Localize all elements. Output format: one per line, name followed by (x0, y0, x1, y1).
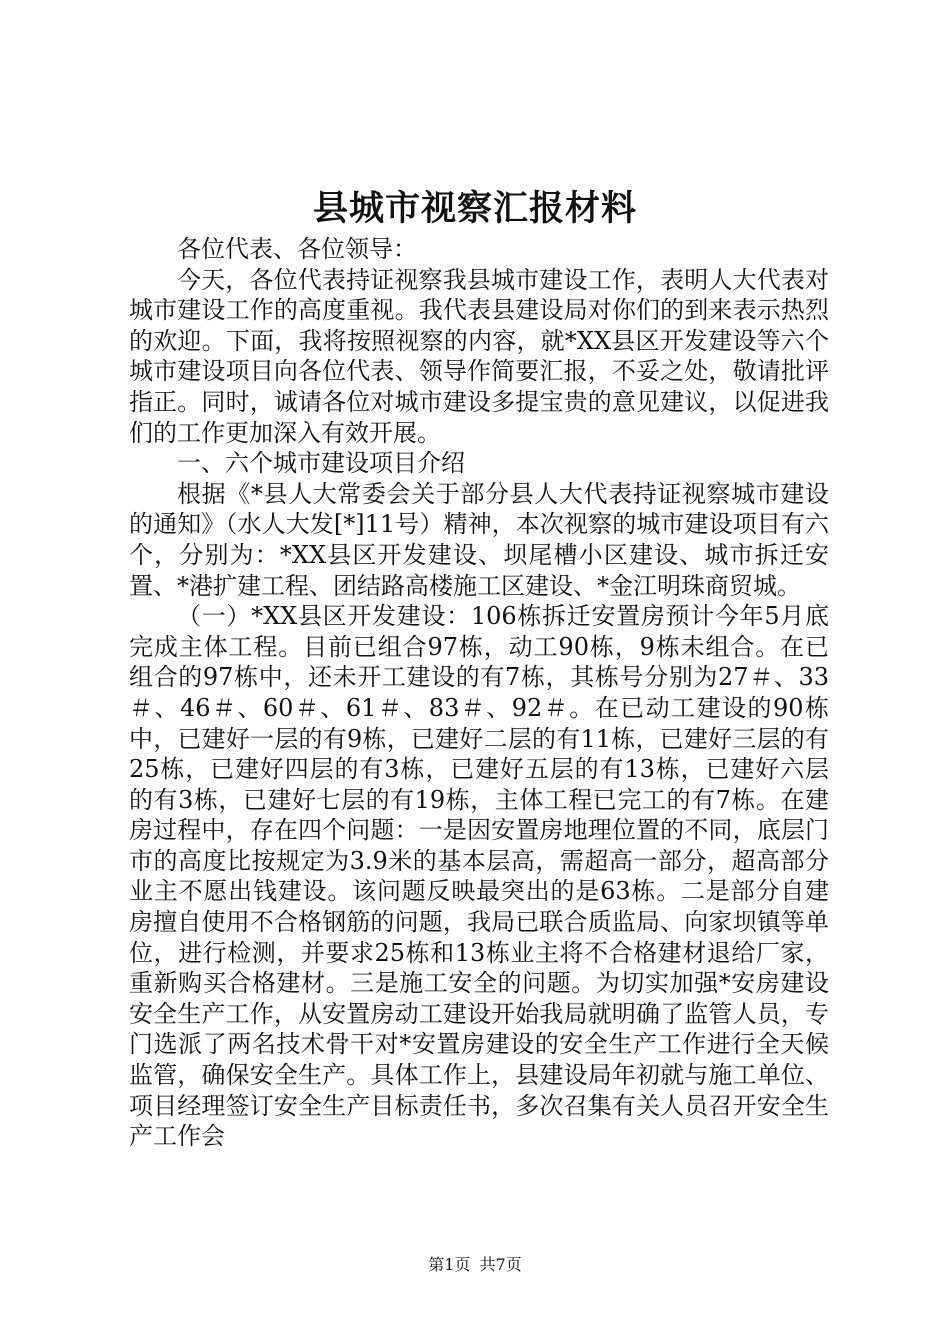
document-title: 县城市视察汇报材料 (312, 188, 637, 229)
page-footer: 第1页 共7页 (428, 1255, 522, 1274)
salutation-paragraph: 各位代表、各位领导： (177, 235, 417, 263)
document-body (129, 234, 829, 1152)
section-heading: 一、六个城市建设项目介绍 (177, 449, 465, 478)
intro-paragraph: 今天，各位代表持证视察我县城市建设工作，表明人大代表对城市建设工作的高度重视。我代表县建设局对你们的到来表示热烈的欢迎。下面，我将按照视察的内容，就*XX县区开发建设等六个城市建设项目向各位代表、领导作简要汇报，不妥之处，敬请批评指正。同时，诚请各位对城市建设多提宝贵的意见建议，以促进我们的工作更加深入有效开展。 (129, 265, 829, 447)
projects-overview-paragraph: 根据《*县人大常委会关于部分县人大代表持证视察城市建设的通知》（水人大发[*]11号）精神，本次视察的城市建设项目有六个，分别为：*XX县区开发建设、坝尾槽小区建设、城市拆迁安置、*港扩建工程、团结路高楼施工区建设、*金江明珠商贸城。 (129, 479, 829, 600)
project-one-paragraph: （一）*XX县区开发建设：106栋拆迁安置房预计今年5月底完成主体工程。目前已组合97栋，动工90栋，9栋未组合。在已组合的97栋中，还未开工建设的有7栋，其栋号分别为27＃、33＃、46＃、60＃、61＃、83＃、92＃。在已动工建设的90栋中，已建好一层的有9栋，已建好二层的有11栋，已建好三层的有25栋，已建好四层的有3栋，已建好五层的有13栋，已建好六层的有3栋，已建好七层的有19栋，主体工程已完工的有7栋。在建房过程中，存在四个问题：一是因安置房地理位置的不同，底层门市的高度比按规定为3.9米的基本层高，需超高一部分，超高部分业主不愿出钱建设。该问题反映最突出的是63栋。二是部分自建房擅自使用不合格钢筋的问题，我局已联合质监局、向家坝镇等单位，进行检测，并要求25栋和13栋业主将不合格建材退给厂家，重新购买合格建材。三是施工安全的问题。为切实加强*安房建设安全生产工作，从安置房动工建设开始我局就明确了监管人员，专门选派了两名技术骨干对*安置房建设的安全生产工作进行全天候监管，确保安全生产。具体工作上，县建设局年初就与施工单位、项目经理签订安全生产目标责任书，多次召集有关人员召开安全生产工作会 (129, 602, 829, 1151)
